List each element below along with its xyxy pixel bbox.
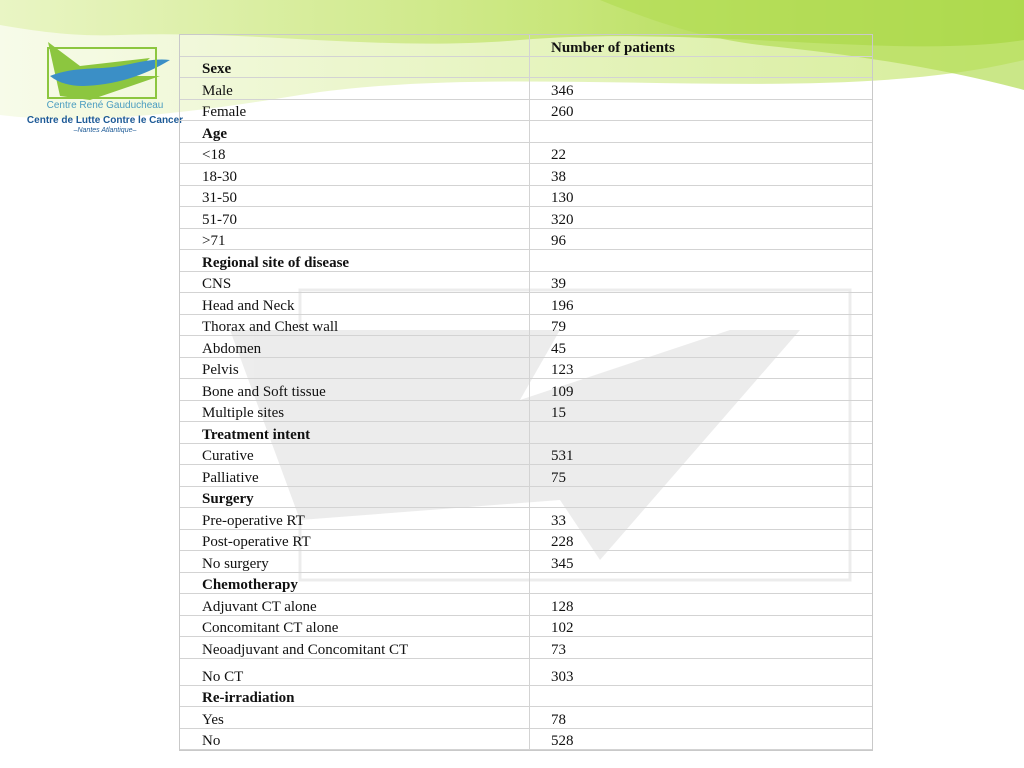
- table-row: [180, 707, 872, 729]
- row-value: 320: [530, 207, 873, 229]
- row-value: [530, 121, 873, 143]
- table-row: [180, 508, 872, 530]
- table-row: [180, 228, 872, 250]
- row-value: 123: [530, 357, 873, 379]
- row-label: CNS: [180, 271, 530, 293]
- row-value: 528: [530, 728, 873, 750]
- row-value: 346: [530, 78, 873, 100]
- row-value: 38: [530, 164, 873, 186]
- table-row: [180, 400, 872, 422]
- section-header-row: [180, 250, 872, 272]
- table-row: [180, 594, 872, 616]
- row-value: 303: [530, 658, 873, 685]
- row-label: No surgery: [180, 551, 530, 573]
- row-value: 531: [530, 443, 873, 465]
- row-value: 109: [530, 379, 873, 401]
- row-value: 260: [530, 99, 873, 121]
- table-row: [180, 314, 872, 336]
- row-label: Bone and Soft tissue: [180, 379, 530, 401]
- table-row: [180, 99, 872, 121]
- table-row: [180, 443, 872, 465]
- row-label: Regional site of disease: [180, 250, 530, 272]
- section-header-row: [180, 685, 872, 707]
- table-row: [180, 465, 872, 487]
- row-label: No: [180, 728, 530, 750]
- table-row: [180, 529, 872, 551]
- table-row: [180, 379, 872, 401]
- row-label: Sexe: [180, 56, 530, 78]
- row-label: Chemotherapy: [180, 572, 530, 594]
- row-value: [530, 486, 873, 508]
- row-value: 96: [530, 228, 873, 250]
- row-label: Head and Neck: [180, 293, 530, 315]
- row-value: 78: [530, 707, 873, 729]
- row-label: Abdomen: [180, 336, 530, 358]
- row-label: 31-50: [180, 185, 530, 207]
- column-header: Number of patients: [530, 35, 873, 56]
- row-value: 33: [530, 508, 873, 530]
- row-value: [530, 685, 873, 707]
- row-label: Post-operative RT: [180, 529, 530, 551]
- table-row: [180, 207, 872, 229]
- row-label: Thorax and Chest wall: [180, 314, 530, 336]
- row-value: 79: [530, 314, 873, 336]
- row-value: 73: [530, 637, 873, 659]
- row-label: Pre-operative RT: [180, 508, 530, 530]
- row-value: 45: [530, 336, 873, 358]
- row-label: No CT: [180, 658, 530, 685]
- row-value: [530, 572, 873, 594]
- table-header-row: [180, 35, 872, 56]
- row-label: 18-30: [180, 164, 530, 186]
- row-label: Age: [180, 121, 530, 143]
- table-row: [180, 142, 872, 164]
- row-label: Female: [180, 99, 530, 121]
- table-row: [180, 293, 872, 315]
- section-header-row: [180, 422, 872, 444]
- row-label: Palliative: [180, 465, 530, 487]
- patients-table: [179, 34, 873, 751]
- logo-city: –Nantes Atlantique–: [73, 127, 137, 134]
- row-label: Surgery: [180, 486, 530, 508]
- table-row: [180, 164, 872, 186]
- row-value: [530, 422, 873, 444]
- row-label: >71: [180, 228, 530, 250]
- table-row: [180, 185, 872, 207]
- table-row: [180, 658, 872, 685]
- row-value: 128: [530, 594, 873, 616]
- section-header-row: [180, 121, 872, 143]
- row-label: Re-irradiation: [180, 685, 530, 707]
- row-value: 228: [530, 529, 873, 551]
- row-label: Yes: [180, 707, 530, 729]
- section-header-row: [180, 572, 872, 594]
- row-value: 39: [530, 271, 873, 293]
- row-label: Concomitant CT alone: [180, 615, 530, 637]
- row-label: Adjuvant CT alone: [180, 594, 530, 616]
- section-header-row: [180, 56, 872, 78]
- row-value: 15: [530, 400, 873, 422]
- table-row: [180, 615, 872, 637]
- row-label: Neoadjuvant and Concomitant CT: [180, 637, 530, 659]
- logo-name: Centre René Gauducheau: [46, 100, 164, 111]
- table-row: [180, 637, 872, 659]
- logo-subtitle: Centre de Lutte Contre le Cancer: [26, 115, 184, 126]
- row-label: Curative: [180, 443, 530, 465]
- table-row: [180, 728, 872, 750]
- row-value: 102: [530, 615, 873, 637]
- row-label: 51-70: [180, 207, 530, 229]
- table-row: [180, 78, 872, 100]
- section-header-row: [180, 486, 872, 508]
- row-value: [530, 250, 873, 272]
- table-row: [180, 271, 872, 293]
- row-value: 345: [530, 551, 873, 573]
- row-label: Treatment intent: [180, 422, 530, 444]
- table-row: [180, 551, 872, 573]
- row-value: 196: [530, 293, 873, 315]
- row-label: Pelvis: [180, 357, 530, 379]
- table-row: [180, 336, 872, 358]
- row-label: <18: [180, 142, 530, 164]
- row-value: [530, 56, 873, 78]
- table-row: [180, 357, 872, 379]
- row-value: 75: [530, 465, 873, 487]
- row-value: 22: [530, 142, 873, 164]
- row-label: Multiple sites: [180, 400, 530, 422]
- header-empty-cell: [180, 35, 530, 56]
- row-label: Male: [180, 78, 530, 100]
- row-value: 130: [530, 185, 873, 207]
